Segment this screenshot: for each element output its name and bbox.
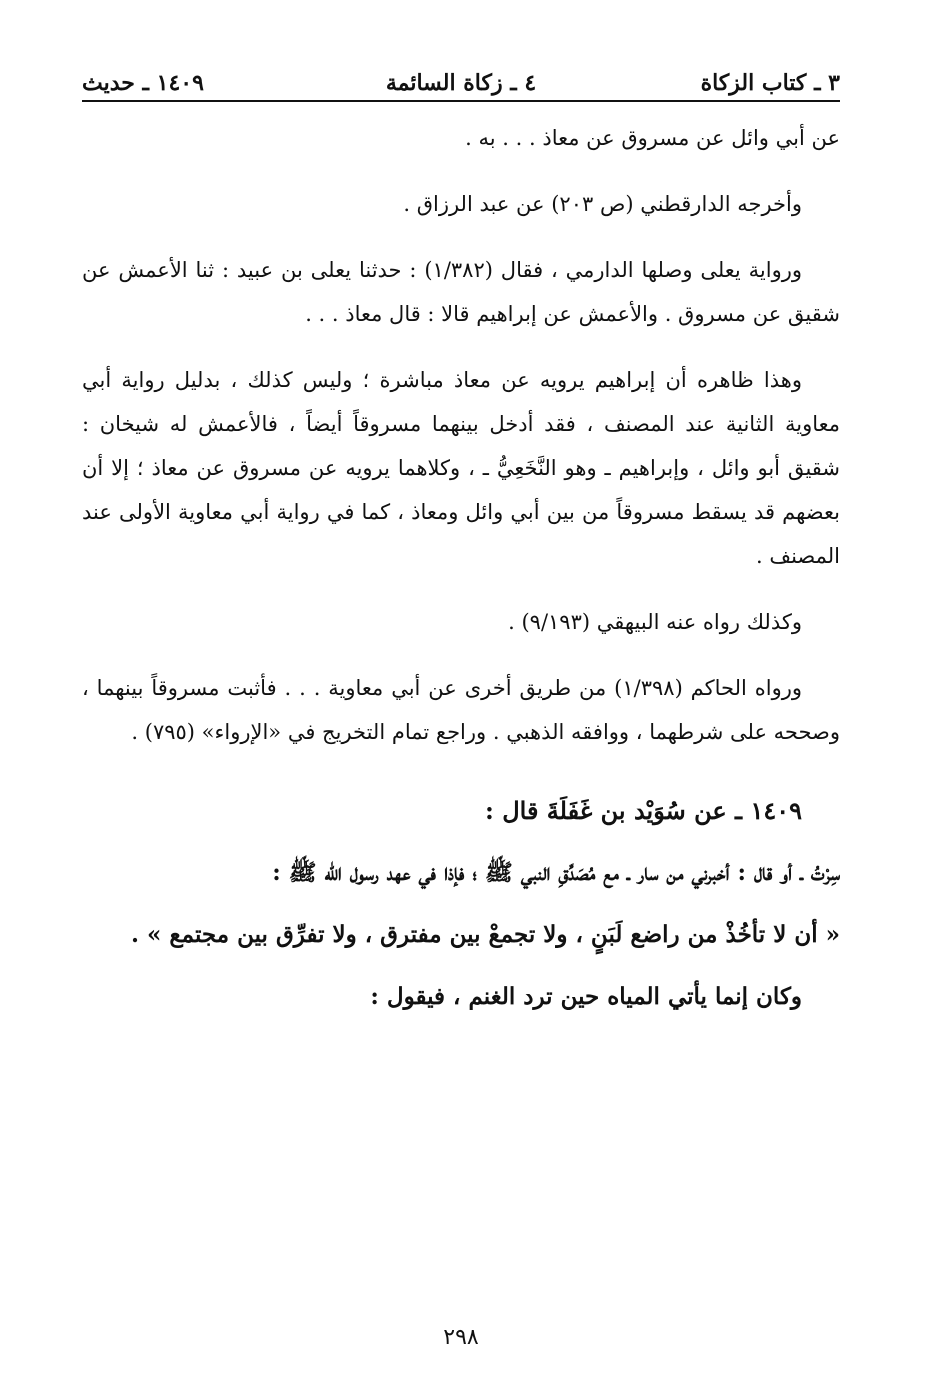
page-number: ٢٩٨	[443, 1325, 479, 1350]
hadith-text: « أن لا تأخُذْ من راضع لَبَنٍ ، ولا تجمعْ بين مفترق ، ولا تفرِّق بين مجتمع » .	[131, 921, 840, 948]
paragraph: ورواه الحاكم (١/٣٩٨) من طريق أخرى عن أبي معاوية . . . فأثبت مسروقاً بينهما ، وصححه على شرطهما ، ووافقه الذهبي . وراجع تمام التخريج في «الإرواء» (٧٩٥) .	[82, 676, 840, 744]
paragraph: وهذا ظاهره أن إبراهيم يرويه عن معاذ مباشرة ؛ وليس كذلك ، بدليل رواية أبي معاوية الثانية عند المصنف ، فقد أدخل بينهما مسروقاً أيضاً ، فالأعمش له شيخان : شقيق أبو وائل ، وإبراهيم ـ وهو النَّخَعِيُّ ـ ، وكلاهما يرويه عن مسروق عن معاذ ؛ إلا أن بعضهم قد يسقط مسروقاً من بين أبي وائل ومعاذ ، كما في رواية أبي معاوية الأولى عند المصنف .	[82, 368, 841, 568]
header-hadith-number: ١٤٠٩ ـ حديث	[82, 70, 204, 96]
hadith-text: وكان إنما يأتي المياه حين ترد الغنم ، فيقول :	[370, 983, 802, 1010]
page-body	[82, 102, 840, 1020]
header-chapter-title: ٤ ـ زكاة السائمة	[385, 70, 537, 96]
paragraph: وكذلك رواه عنه البيهقي (٩/١٩٣) .	[508, 610, 802, 634]
hadith-text: سِرْتُ ـ أو قال : أخبرني من سار ـ مع مُصَدِّقِ النبي ﷺ ؛ فإذا في عهد رسول الله ﷺ :	[272, 859, 840, 886]
document-page	[82, 60, 840, 1350]
running-header	[82, 60, 840, 102]
paragraph: عن أبي وائل عن مسروق عن معاذ . . . به .	[465, 126, 840, 150]
header-book-title: ٣ ـ كتاب الزكاة	[700, 70, 840, 96]
paragraph: ورواية يعلى وصلها الدارمي ، فقال (١/٣٨٢) : حدثنا يعلى بن عبيد : ثنا الأعمش عن شقيق عن مسروق . والأعمش عن إبراهيم قالا : قال معاذ . . .	[82, 258, 840, 326]
paragraph: وأخرجه الدارقطني (ص ٢٠٣) عن عبد الرزاق .	[403, 192, 802, 216]
hadith-title: ١٤٠٩ ـ عن سُوَيْد بن غَفَلَةَ قال :	[485, 796, 802, 825]
